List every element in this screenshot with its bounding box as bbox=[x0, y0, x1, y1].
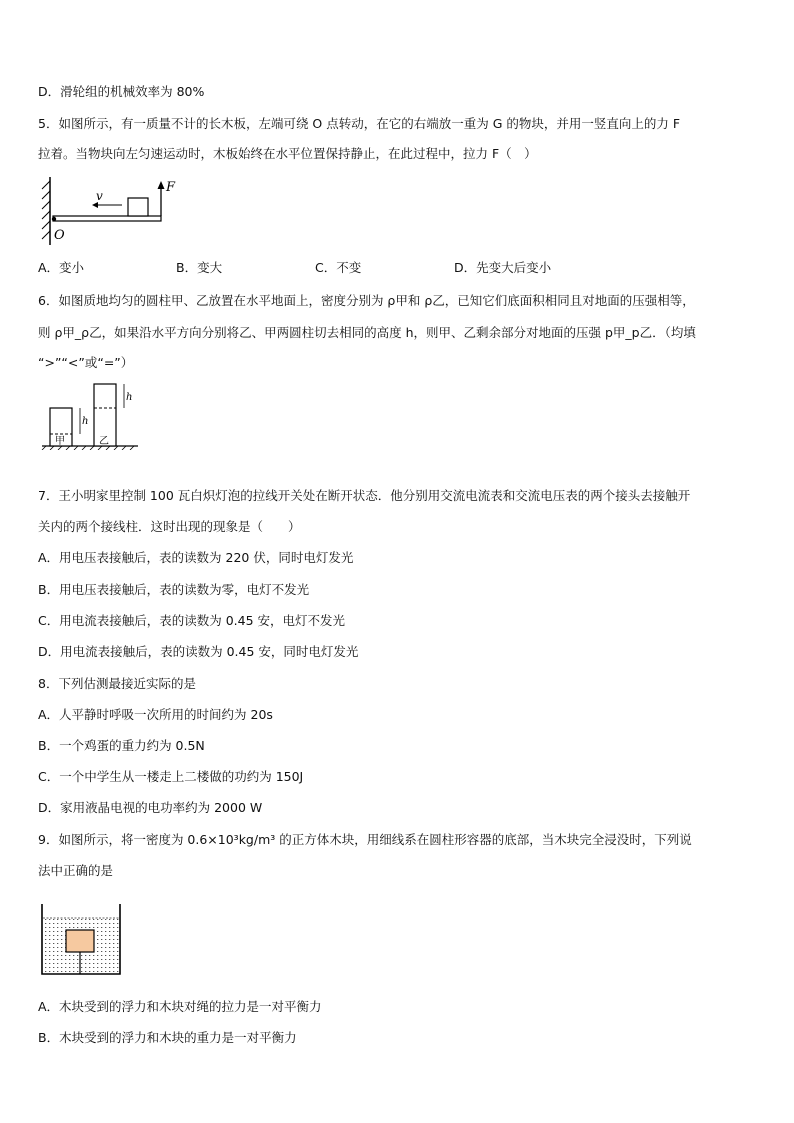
q7-stem-line2: 关内的两个接线柱．这时出现的现象是（ ） bbox=[38, 519, 301, 534]
q9-wood-block bbox=[66, 930, 94, 952]
q6-stem-line1: 6．如图质地均匀的圆柱甲、乙放置在水平地面上，密度分别为 ρ甲和 ρ乙，已知它们底面积相同且对地面的压强相等， bbox=[38, 293, 695, 308]
q5-board bbox=[53, 216, 161, 221]
q5-wall-hatch bbox=[42, 181, 50, 239]
q5-block bbox=[128, 198, 148, 216]
q9-stem-line2: 法中正确的是 bbox=[38, 863, 114, 878]
q6-h-label-right: h bbox=[126, 392, 133, 403]
q9-option-a: A．木块受到的浮力和木块对绳的拉力是一对平衡力 bbox=[38, 999, 322, 1014]
q6-yi-label: 乙 bbox=[99, 436, 109, 447]
q7-option-d: D．用电流表接触后，表的读数为 0.45 安，同时电灯发光 bbox=[38, 644, 359, 659]
q5-pivot bbox=[52, 217, 56, 221]
q5-lever-figure bbox=[38, 175, 188, 247]
q7-stem-line1: 7．王小明家里控制 100 瓦白炽灯泡的拉线开关处在断开状态．他分别用交流电流表和交流电压表的两个接头去接触开 bbox=[38, 488, 691, 503]
q5-option-c: C．不变 bbox=[315, 260, 362, 275]
q6-cylinders-figure bbox=[38, 380, 148, 450]
q5-force-arrowhead bbox=[158, 181, 165, 189]
q5-option-d: D．先变大后变小 bbox=[454, 260, 552, 275]
q5-stem-line1: 5．如图所示，有一质量不计的长木板，左端可绕 O 点转动，在它的右端放一重为 G 的物块，并用一竖直向上的力 F bbox=[38, 116, 681, 131]
q9-option-b: B．木块受到的浮力和木块的重力是一对平衡力 bbox=[38, 1030, 297, 1045]
q7-option-c: C．用电流表接触后，表的读数为 0.45 安，电灯不发光 bbox=[38, 613, 346, 628]
q5-v-label: v bbox=[96, 189, 103, 203]
q5-o-label: O bbox=[54, 228, 65, 243]
q5-option-b: B．变大 bbox=[176, 260, 223, 275]
q7-option-b: B．用电压表接触后，表的读数为零，电灯不发光 bbox=[38, 582, 310, 597]
q7-option-a: A．用电压表接触后，表的读数为 220 伏，同时电灯发光 bbox=[38, 550, 354, 565]
q6-stem-line3: “>”“<”或“=”） bbox=[38, 355, 134, 370]
q8-option-a: A．人平静时呼吸一次所用的时间约为 20s bbox=[38, 707, 273, 722]
q9-container-figure bbox=[40, 902, 124, 976]
q5-f-label: F bbox=[166, 180, 176, 195]
q8-option-d: D．家用液晶电视的电功率约为 2000 W bbox=[38, 800, 263, 815]
q8-option-b: B．一个鸡蛋的重力约为 0.5N bbox=[38, 738, 205, 753]
q9-stem-line1: 9．如图所示，将一密度为 0.6×10³kg/m³ 的正方体木块，用细线系在圆柱形容器的底部，当木块完全浸没时，下列说 bbox=[38, 832, 692, 847]
q5-option-a: A．变小 bbox=[38, 260, 85, 275]
q8-option-c: C．一个中学生从一楼走上二楼做的功约为 150J bbox=[38, 769, 304, 784]
q8-stem: 8．下列估测最接近实际的是 bbox=[38, 676, 196, 691]
q5-stem-line2: 拉着。当物块向左匀速运动时，木板始终在水平位置保持静止，在此过程中，拉力 F（ ） bbox=[38, 146, 537, 161]
q6-jia-label: 甲 bbox=[55, 436, 65, 447]
q4-option-d: D．滑轮组的机械效率为 80% bbox=[38, 84, 205, 99]
q6-h-label-left: h bbox=[82, 416, 89, 427]
q6-stem-line2: 则 ρ甲_ρ乙，如果沿水平方向分别将乙、甲两圆柱切去相同的高度 h，则甲、乙剩余部分对地面的压强 p甲_p乙．（均填 bbox=[38, 325, 696, 340]
